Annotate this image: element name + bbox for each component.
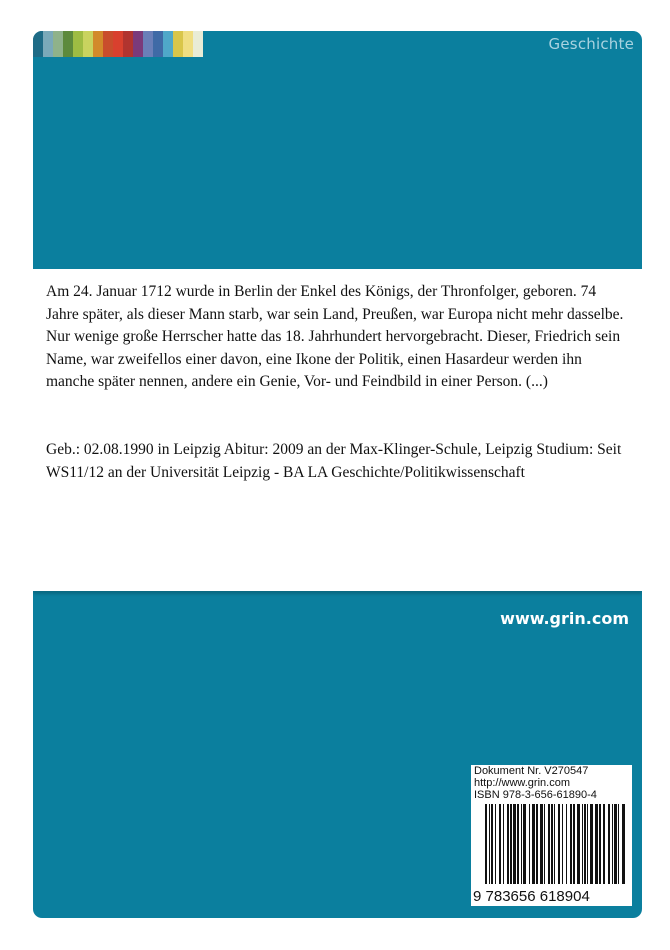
barcode-bar bbox=[529, 804, 530, 884]
barcode-bar bbox=[618, 804, 619, 884]
barcode-bar bbox=[503, 804, 504, 884]
document-number: Dokument Nr. V270547 bbox=[474, 765, 589, 777]
barcode-bar bbox=[590, 804, 593, 884]
barcode-bar bbox=[507, 804, 509, 884]
barcode-bar bbox=[523, 804, 526, 884]
barcode-bar bbox=[582, 804, 583, 884]
barcode-bar bbox=[603, 804, 605, 884]
author-info: Geb.: 02.08.1990 in Leipzig Abitur: 2009 an der Max-Klinger-Schule, Leipzig Studium: Seit WS11/12 an der Universität Leipzig - BA LA Geschichte/Politikwissenschaft bbox=[46, 441, 622, 481]
barcode-bar bbox=[510, 804, 512, 884]
barcode-bar bbox=[485, 804, 487, 884]
description-panel bbox=[33, 269, 642, 591]
barcode-bar bbox=[587, 804, 588, 884]
barcode-bar bbox=[551, 804, 553, 884]
color-stripes bbox=[33, 31, 203, 57]
barcode-bar bbox=[548, 804, 550, 884]
color-stripe bbox=[83, 31, 93, 57]
document-isbn: ISBN 978-3-656-61890-4 bbox=[474, 789, 597, 801]
barcode-bar bbox=[495, 804, 496, 884]
barcode-bar bbox=[532, 804, 535, 884]
barcode-bar bbox=[544, 804, 545, 884]
publisher-url: www.grin.com bbox=[500, 609, 629, 628]
barcode-bar bbox=[577, 804, 580, 884]
category-label: Geschichte bbox=[548, 35, 634, 53]
barcode-bar bbox=[595, 804, 598, 884]
color-stripe bbox=[43, 31, 53, 57]
color-stripe bbox=[153, 31, 163, 57]
color-stripe bbox=[103, 31, 113, 57]
barcode-bar bbox=[499, 804, 501, 884]
barcode-bar bbox=[554, 804, 555, 884]
barcode-bar bbox=[570, 804, 572, 884]
color-stripe bbox=[63, 31, 73, 57]
color-stripe bbox=[173, 31, 183, 57]
barcode-bar bbox=[584, 804, 586, 884]
document-website: http://www.grin.com bbox=[474, 777, 570, 789]
barcode-bar bbox=[540, 804, 543, 884]
barcode-bar bbox=[536, 804, 538, 884]
barcode-bar bbox=[489, 804, 490, 884]
book-back-cover bbox=[33, 31, 642, 918]
color-stripe bbox=[73, 31, 83, 57]
color-stripe bbox=[143, 31, 153, 57]
color-stripe bbox=[193, 31, 203, 57]
color-stripe bbox=[183, 31, 193, 57]
isbn-barcode bbox=[471, 804, 632, 906]
barcode-bar bbox=[513, 804, 516, 884]
barcode-bar bbox=[566, 804, 567, 884]
barcode-bar bbox=[608, 804, 610, 884]
color-stripe bbox=[163, 31, 173, 57]
barcode-bar bbox=[521, 804, 522, 884]
barcode-bar bbox=[614, 804, 617, 884]
color-stripe bbox=[93, 31, 103, 57]
barcode-bar bbox=[573, 804, 575, 884]
blurb-text: Am 24. Januar 1712 wurde in Berlin der Enkel des Königs, der Thronfolger, geboren. 74 Jahre später, als dieser Mann starb, war sein Land, Preußen, war Europa nicht mehr dasselbe. Nur wenige große Herrscher hatte das 18. Jahrhundert hervorgebracht. Dieser, Friedrich sein Name, war zweifellos einer davon, eine Ikone der Politik, einen Hasardeur werden ihn manche später nennen, andere ein Genie, Vor- und Feindbild in einer Person. (...) bbox=[46, 283, 624, 390]
barcode-block bbox=[471, 765, 632, 906]
barcode-bar bbox=[599, 804, 601, 884]
barcode-bar bbox=[491, 804, 493, 884]
color-stripe bbox=[123, 31, 133, 57]
color-stripe bbox=[113, 31, 123, 57]
barcode-bar bbox=[622, 804, 625, 884]
color-stripe bbox=[33, 31, 43, 57]
color-stripe bbox=[133, 31, 143, 57]
document-info bbox=[474, 765, 597, 801]
color-stripe bbox=[53, 31, 63, 57]
barcode-bar bbox=[612, 804, 613, 884]
barcode-bar bbox=[517, 804, 519, 884]
barcode-digits: 9 783656 618904 bbox=[473, 888, 590, 905]
barcode-bar bbox=[562, 804, 563, 884]
barcode-bar bbox=[558, 804, 560, 884]
